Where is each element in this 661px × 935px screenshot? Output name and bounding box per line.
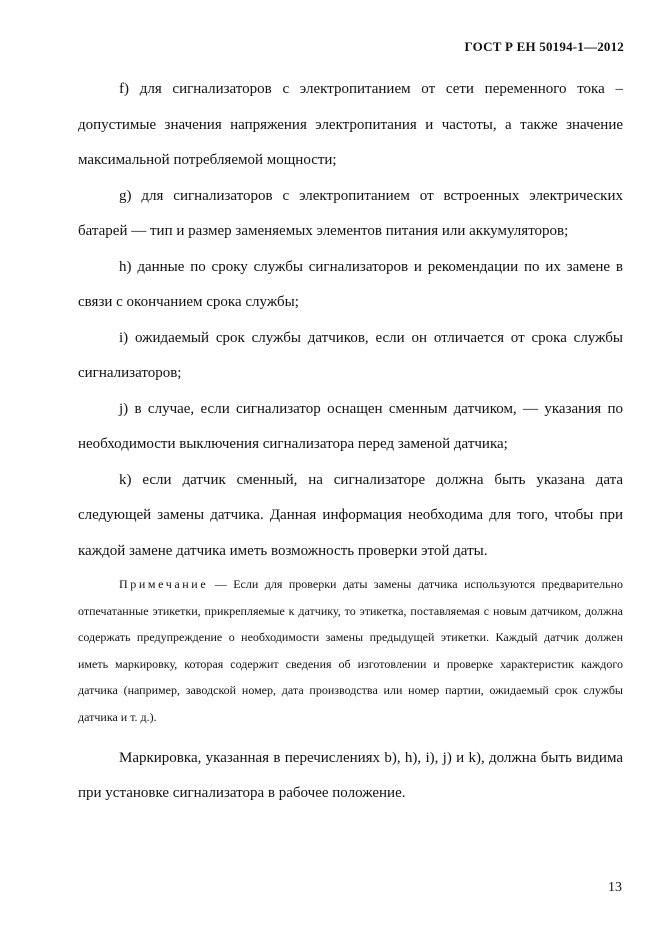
document-body (78, 72, 623, 812)
item-h-paragraph: h) данные по сроку службы сигнализаторов и рекомендации по их замене в связи с окончанием срока службы; (78, 258, 623, 310)
page-number: 13 (608, 880, 622, 895)
item-j-paragraph: j) в случае, если сигнализатор оснащен сменным датчиком, — указания по необходимости выключения сигнализатора перед заменой датчика; (78, 400, 623, 452)
note-label: Примечание (119, 577, 209, 591)
marking-visibility-paragraph: Маркировка, указанная в перечислениях b), h), i), j) и k), должна быть видима при установке сигнализатора в рабочее положение. (78, 749, 623, 802)
item-f-paragraph: f) для сигнализаторов с электропитанием от сети переменного тока – допустимые значения напряжения электропитания и частоты, а также значение максимальной потребляемой мощности; (78, 81, 623, 168)
item-k-paragraph: k) если датчик сменный, на сигнализаторе должна быть указана дата следующей замены датчика. Данная информация необходима для того, чтобы при каждой замене датчика иметь возможность проверки этой даты. (78, 471, 623, 559)
item-i-paragraph: i) ожидаемый срок службы датчиков, если он отличается от срока службы сигнализаторов; (78, 329, 623, 381)
note-text: — Если для проверки даты замены датчика используются предварительно отпечатанные этикетки, прикрепляемые к датчику, то этикетка, поставляемая с новым датчиком, должна содержать предупреждение о необходимости замены предыдущей этикетки. Каждый датчик должен иметь маркировку, которая содержит сведения об изготовлении и проверке характеристик каждого датчика (например, заводской номер, дата производства или номер партии, ожидаемый срок службы датчика и т. д.). (78, 577, 623, 724)
note-block (78, 571, 623, 731)
document-code-header: ГОСТ Р ЕН 50194-1—2012 (464, 39, 624, 54)
item-g-paragraph: g) для сигнализаторов с электропитанием от встроенных электрических батарей — тип и размер заменяемых элементов питания или аккумуляторов; (78, 187, 623, 239)
